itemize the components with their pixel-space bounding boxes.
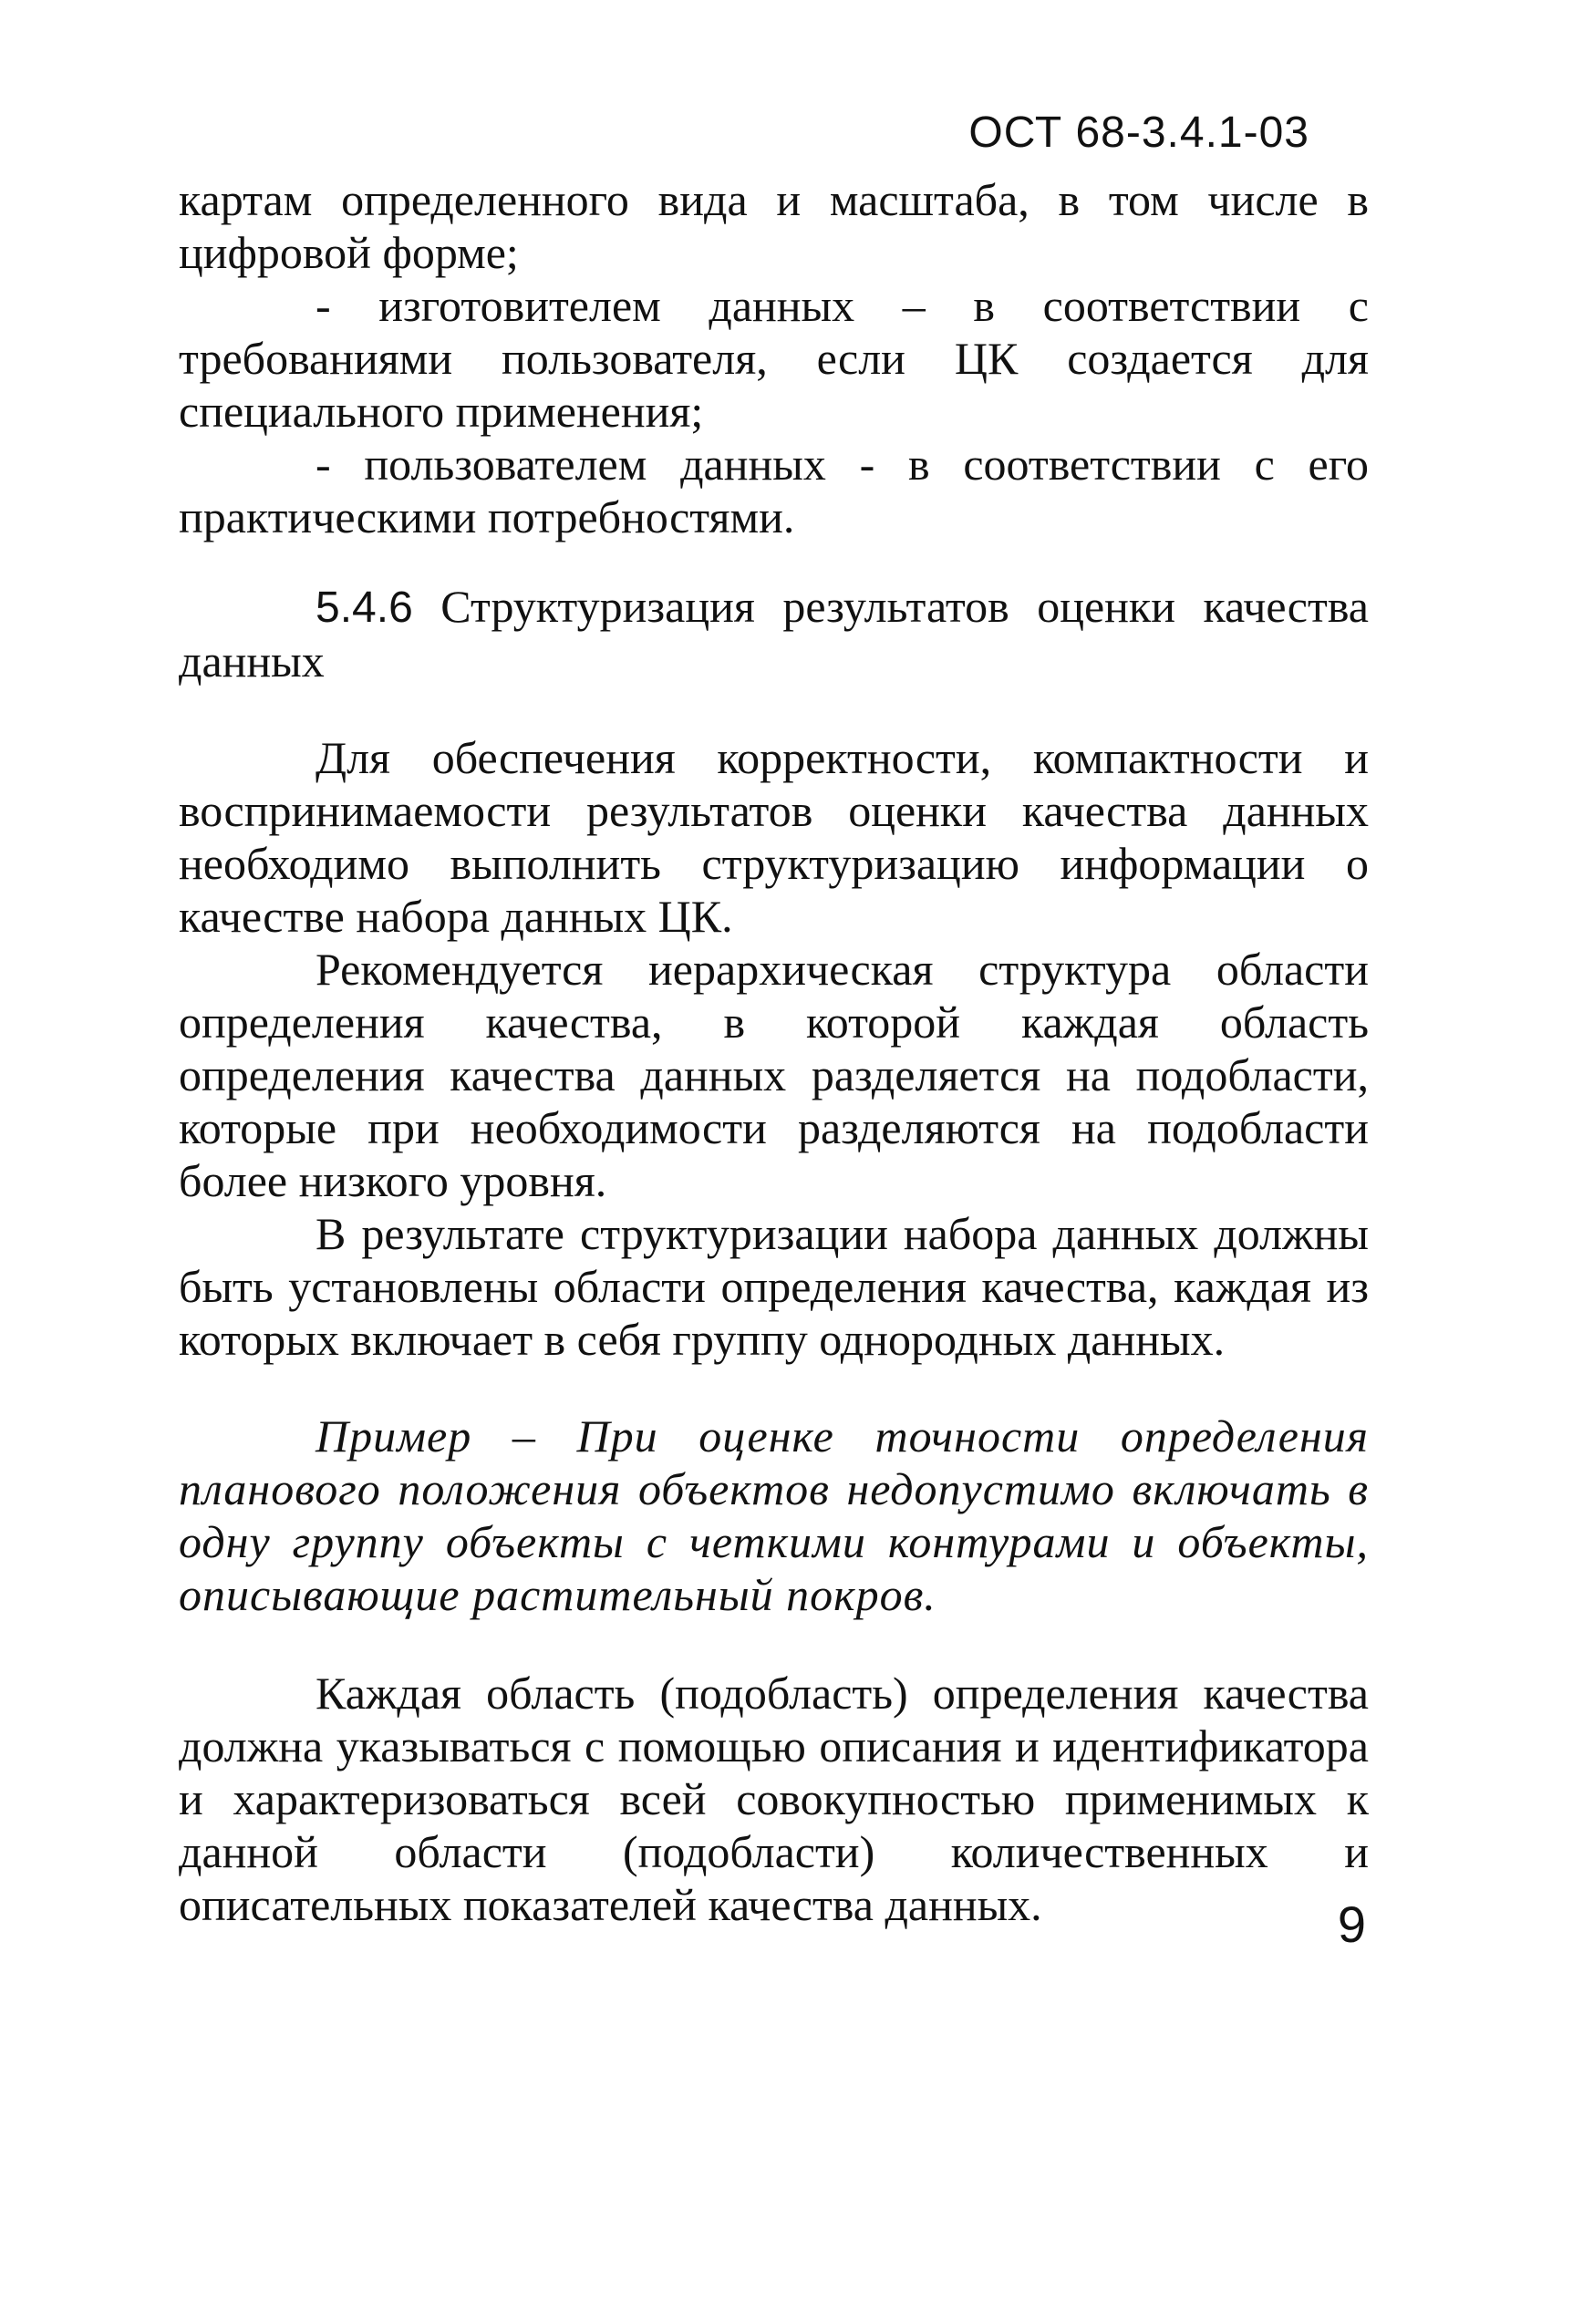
list-item-user: - пользователем данных - в соответствии с его практическими потребностями. (179, 439, 1369, 542)
paragraph: В результате структуризации набора данных должны быть установлены области определения качества, каждая из которых включает в себя группу однородных данных. (179, 1208, 1369, 1365)
paragraph: Рекомендуется иерархическая структура области определения качества, в которой каждая область определения качества данных разделяется на подобласти, которые при необходимости разделяются на подобласти более низкого уровня. (179, 944, 1369, 1206)
page-content (179, 173, 1369, 1931)
page-number: 9 (1337, 1895, 1366, 1953)
example-note: Пример – При оценке точности определения планового положения объектов недопустимо включать в одну группу объекты с четкими контурами и объекты, описывающие растительный покров. (179, 1410, 1369, 1620)
list-item-manufacturer: - изготовителем данных – в соответствии с требованиями пользователя, если ЦК создается для специального применения; (179, 280, 1369, 437)
paragraph: Для обеспечения корректности, компактности и воспринимаемости результатов оценки качества данных необходимо выполнить структуризацию информации о качестве набора данных ЦК. (179, 732, 1369, 942)
section-number: 5.4.6 (316, 584, 413, 632)
section-title: Структуризация результатов оценки качества данных (179, 581, 1369, 687)
intro-paragraph: картам определенного вида и масштаба, в том числе в цифровой форме; (179, 174, 1369, 278)
section-heading (179, 580, 1369, 687)
final-paragraph: Каждая область (подобласть) определения качества должна указываться с помощью описания и идентификатора и характеризоваться всей совокупностью применимых к данной области (подобласти) количественных и описательных показателей качества данных. (179, 1668, 1369, 1930)
document-code: ОСТ 68-3.4.1-03 (968, 108, 1309, 157)
